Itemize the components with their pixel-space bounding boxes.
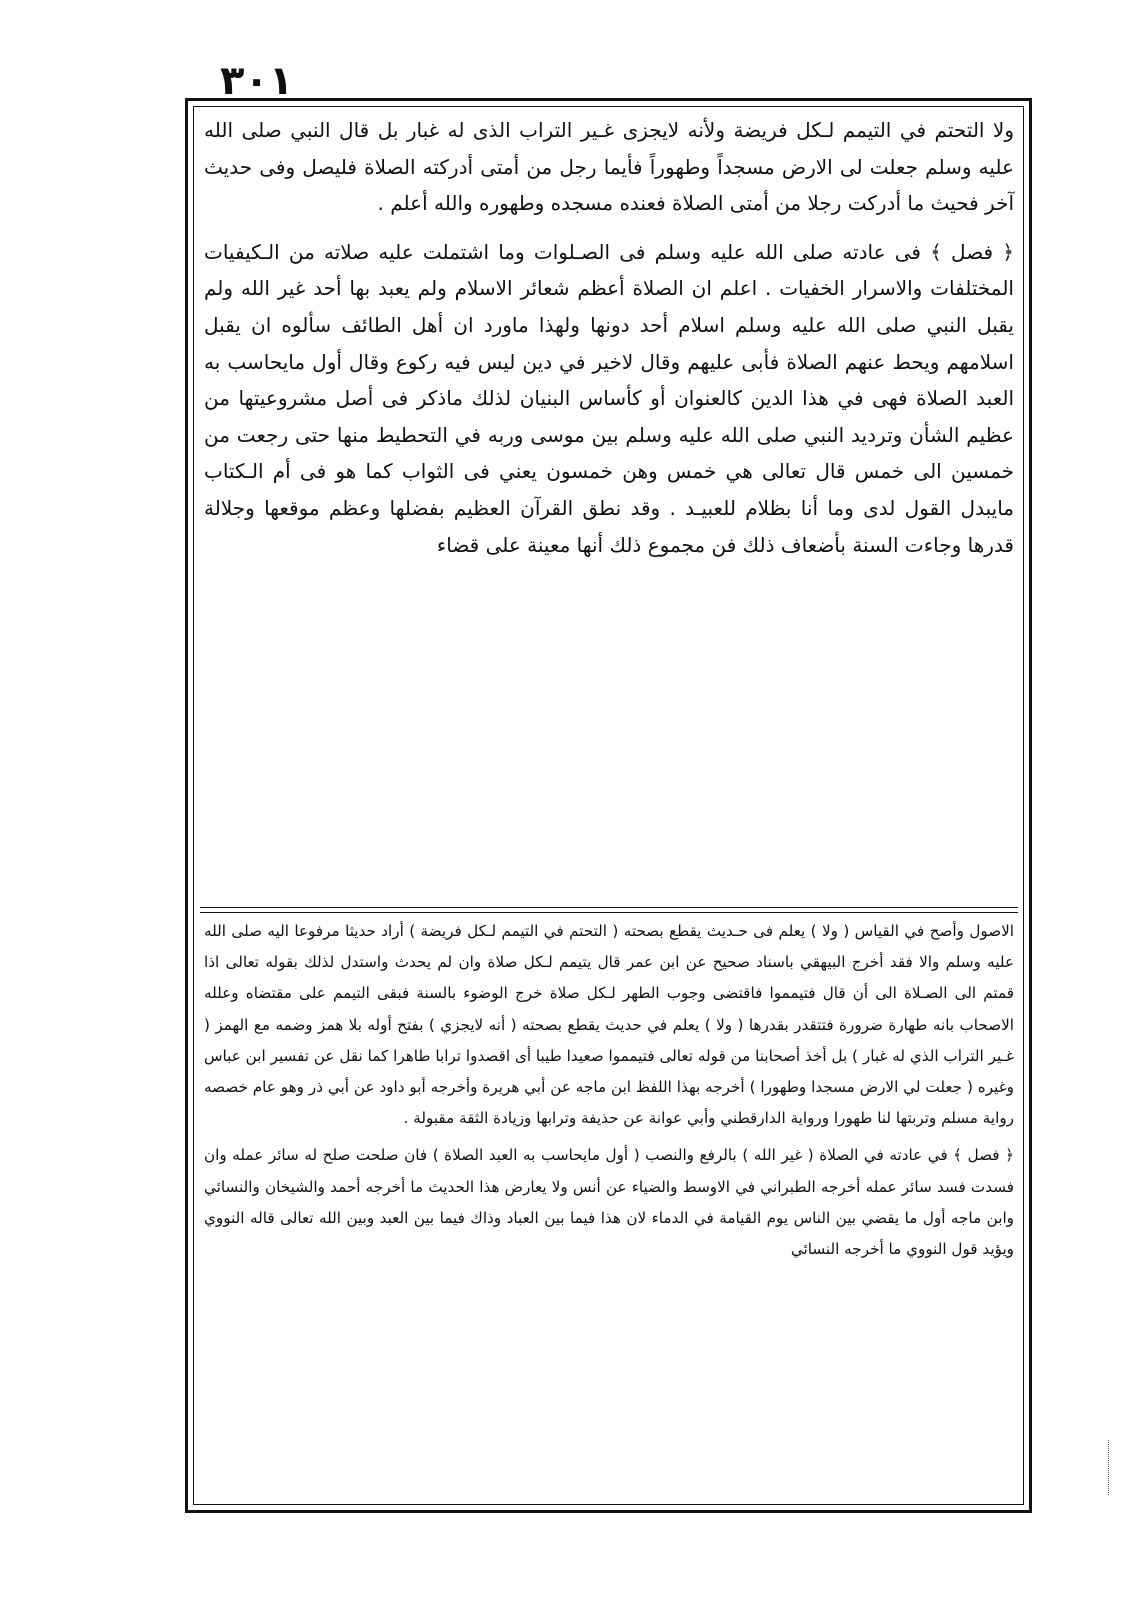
margin-mark xyxy=(1108,1440,1112,1495)
main-paragraph: ولا التحتم في التيمم لـكل فريضة ولأنه لايجزى غـير التراب الذى له غبار بل قال النبي صلى الله عليه وسلم جعلت لى الارض مسجداً وطهوراً فأيما رجل من أمتى أدركته الصلاة فليصل وفى حديث آخر فحيث ما أدركت رجلا من أمتى الصلاة فعنده مسجده وطهوره والله أعلم . xyxy=(204,118,1014,216)
footnote-paragraph: ﴿ فصل ﴾ في عادته في الصلاة ( غير الله ) بالرفع والنصب ( أول مايحاسب به العبد الصلاة ) فان صلحت صلح له سائر عمله وان فسدت فسد سائر عمله أخرجه الطبراني في الاوسط والضياء عن أنس ولا يعارض هذا الحديث ما أخرجه أحمد والشيخان والنسائي وابن ماجه أول ما يقضي بين الناس يوم القيامة في الدماء لان هذا فيما بين العباد وذاك فيما بين العبد وبين الله تعالى قاله النووي ويؤيد قول النووي ما أخرجه النسائي xyxy=(204,1146,1014,1259)
page-number: ٣٠١ xyxy=(220,58,294,104)
footnote-paragraph: الاصول وأصح في القياس ( ولا ) يعلم فى حـديث يقطع بصحته ( التحتم في التيمم لـكل فريضة ) أراد حديثا مرفوعا اليه صلى الله عليه وسلم والا فقد أخرج البيهقي باسناد صحيح عن ابن عمر قال يتيمم لـكل صلاة وان لم يحدث واستدل لذلك بقوله تعالى اذا قمتم الى الصـلاة الى أن قال فتيمموا فاقتضى وجوب الطهر لـكل صلاة خرج الوضوء بالسنة فبقى التيمم على مقتضاه وعلله الاصحاب بانه طهارة ضرورة فتتقدر بقدرها ( ولا ) يعلم في حديث يقطع بصحته ( أنه لايجزي ) بفتح أوله بلا همز وضمه مع الهمز ( غـير التراب الذي له غبار ) بل أخذ أصحابنا من قوله تعالى فتيمموا صعيدا طيبا أى اقصدوا ترابا طاهرا كما نقل عن تفسير ابن عباس وغيره ( جعلت لي الارض مسجدا وطهورا ) أخرجه بهذا اللفظ ابن ماجه عن أبي هريرة وأخرجه أبو داود عن أبي ذر وهو عام خصصه رواية مسلم وتربتها لنا طهورا ورواية الدارقطني وأبي عوانة عن حذيفة وترابها وزيادة الثقة مقبولة . xyxy=(204,922,1014,1128)
main-paragraph: ﴿ فصل ﴾ فى عادته صلى الله عليه وسلم فى الصـلوات وما اشتملت عليه صلاته من الـكيفيات المختلفات والاسرار الخفيات . اعلم ان الصلاة أعظم شعائر الاسلام ولم يعبد بها أحد غير الله ولم يقبل النبي صلى الله عليه وسلم اسلام أحد دونها ولهذا ماورد ان أهل الطائف سألوه ان يقبل اسلامهم ويحط عنهم الصلاة فأبى عليهم وقال لاخير في دين ليس فيه ركوع وقال أول مايحاسب به العبد الصلاة فهى في هذا الدين كالعنوان أو كأساس البنيان لذلك ماذكر فى أصل مشروعيتها من عظيم الشأن وترديد النبي صلى الله عليه وسلم بين موسى وربه في التحطيط منها حتى رجعت من خمسين الى خمس قال تعالى هي خمس وهن خمسون يعني فى الثواب كما هو فى أم الـكتاب مايبدل القول لدى وما أنا بظلام للعبيـد . وقد نطق القرآن العظيم بفضلها وعظم موقعها وجلالة قدرها وجاءت السنة بأضعاف ذلك فن مجموع ذلك أنها معينة على قضاء xyxy=(204,239,1014,557)
main-text xyxy=(200,112,1018,563)
footnote-separator xyxy=(200,907,1018,908)
footnotes-block xyxy=(200,916,1018,1265)
footnote-separator xyxy=(200,912,1018,913)
main-text-block xyxy=(200,112,1018,563)
